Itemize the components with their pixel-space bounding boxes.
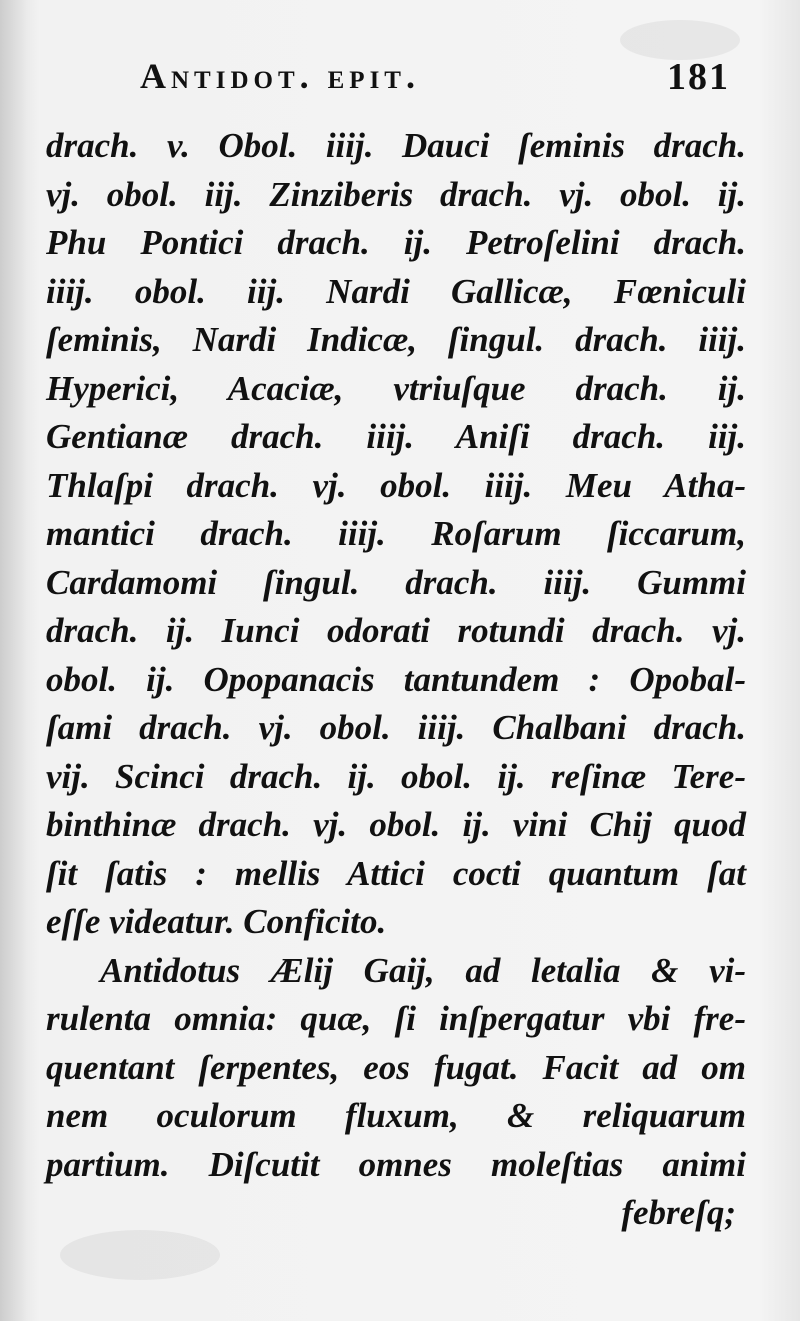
page-number: 181: [667, 56, 730, 98]
text-line: Thlaſpi drach. vj. obol. iiij. Meu Atha-: [46, 465, 746, 505]
text-line: drach. v. Obol. iiij. Dauci ſeminis drach.: [46, 126, 746, 165]
text-line: quentant ſerpentes, eos fugat. Facit ad om: [46, 1047, 746, 1087]
page-gutter-shadow: [0, 0, 26, 1321]
text-line: obol. ij. Opopanacis tantundem : Opobal-: [46, 659, 746, 699]
text-line: partium. Diſcutit omnes moleſtias animi: [46, 1144, 746, 1184]
paper-stain: [620, 20, 740, 60]
text-line: Phu Pontici drach. ij. Petroſelini drach.: [46, 223, 746, 262]
text-line: nem oculorum fluxum, & reliquarum: [46, 1096, 746, 1135]
paper-stain: [60, 1230, 220, 1280]
paragraph-first-line: Antidotus Ælij Gaij, ad letalia & vi-: [100, 950, 746, 990]
catchword: febreſq;: [621, 1193, 736, 1232]
body-text: [46, 122, 746, 1238]
text-line: Gentianæ drach. iiij. Aniſi drach. iij.: [46, 417, 746, 456]
text-line: Cardamomi ſingul. drach. iiij. Gummi: [46, 562, 746, 602]
running-head: Antidot. epit.: [140, 56, 420, 96]
text-line: ſeminis, Nardi Indicæ, ſingul. drach. iiij.: [46, 320, 746, 359]
text-line: iiij. obol. iij. Nardi Gallicæ, Fœniculi: [46, 271, 746, 311]
text-line: ſami drach. vj. obol. iiij. Chalbani drach.: [46, 708, 746, 747]
text-line: vj. obol. iij. Zinziberis drach. vj. obol. ij.: [46, 174, 746, 214]
text-line: eſſe videatur. Conficito.: [46, 902, 387, 941]
text-line: binthinæ drach. vj. obol. ij. vini Chij quod: [46, 805, 746, 844]
text-line: Hyperici, Acaciæ, vtriuſque drach. ij.: [46, 368, 746, 408]
text-line: drach. ij. Iunci odorati rotundi drach. vj.: [46, 611, 746, 650]
text-line: rulenta omnia: quæ, ſi inſpergatur vbi fre-: [46, 999, 746, 1038]
text-line: mantici drach. iiij. Roſarum ſiccarum,: [46, 514, 746, 553]
text-line: vij. Scinci drach. ij. obol. ij. reſinæ Tere-: [46, 756, 746, 796]
text-line: ſit ſatis : mellis Attici cocti quantum ſat: [46, 853, 746, 893]
page-header: [140, 55, 730, 101]
